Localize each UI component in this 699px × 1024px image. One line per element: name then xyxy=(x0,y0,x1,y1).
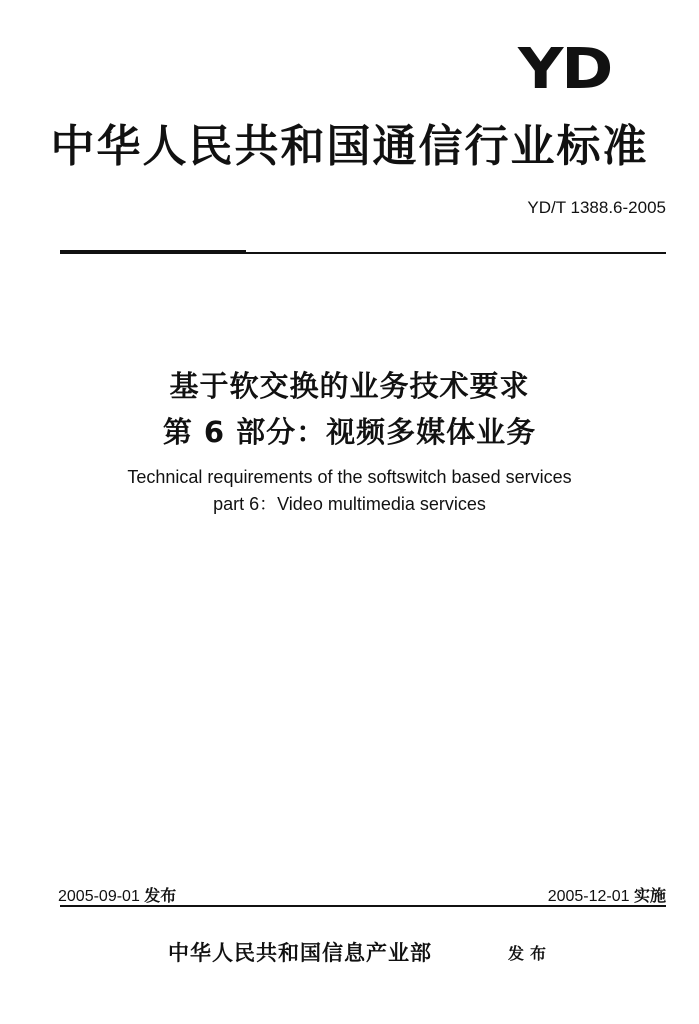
issue-word: 发布 xyxy=(508,944,553,963)
publish-date xyxy=(58,883,176,906)
implement-date xyxy=(548,883,666,906)
top-divider xyxy=(60,252,666,254)
implement-date-value: 2005-12-01 xyxy=(547,888,630,905)
standard-category-title: 中华人民共和国通信行业标准 xyxy=(50,121,649,172)
bottom-divider xyxy=(60,905,666,907)
chinese-title-line1: 基于软交换的业务技术要求 xyxy=(169,369,530,403)
english-title-line1: Technical requirements of the softswitch based services xyxy=(127,467,572,487)
yd-logo: YD xyxy=(517,37,611,102)
english-title-line2: part 6：Video multimedia services xyxy=(213,494,486,514)
chinese-title-line2: 第 6 部分：视频多媒体业务 xyxy=(162,415,537,449)
issuing-authority: 中华人民共和国信息产业部 xyxy=(168,940,432,965)
implement-label: 实施 xyxy=(633,886,666,905)
publish-date-value: 2005-09-01 xyxy=(58,888,140,905)
publish-label: 发布 xyxy=(144,886,177,905)
standard-number: YD/T 1388.6-2005 xyxy=(527,198,666,217)
